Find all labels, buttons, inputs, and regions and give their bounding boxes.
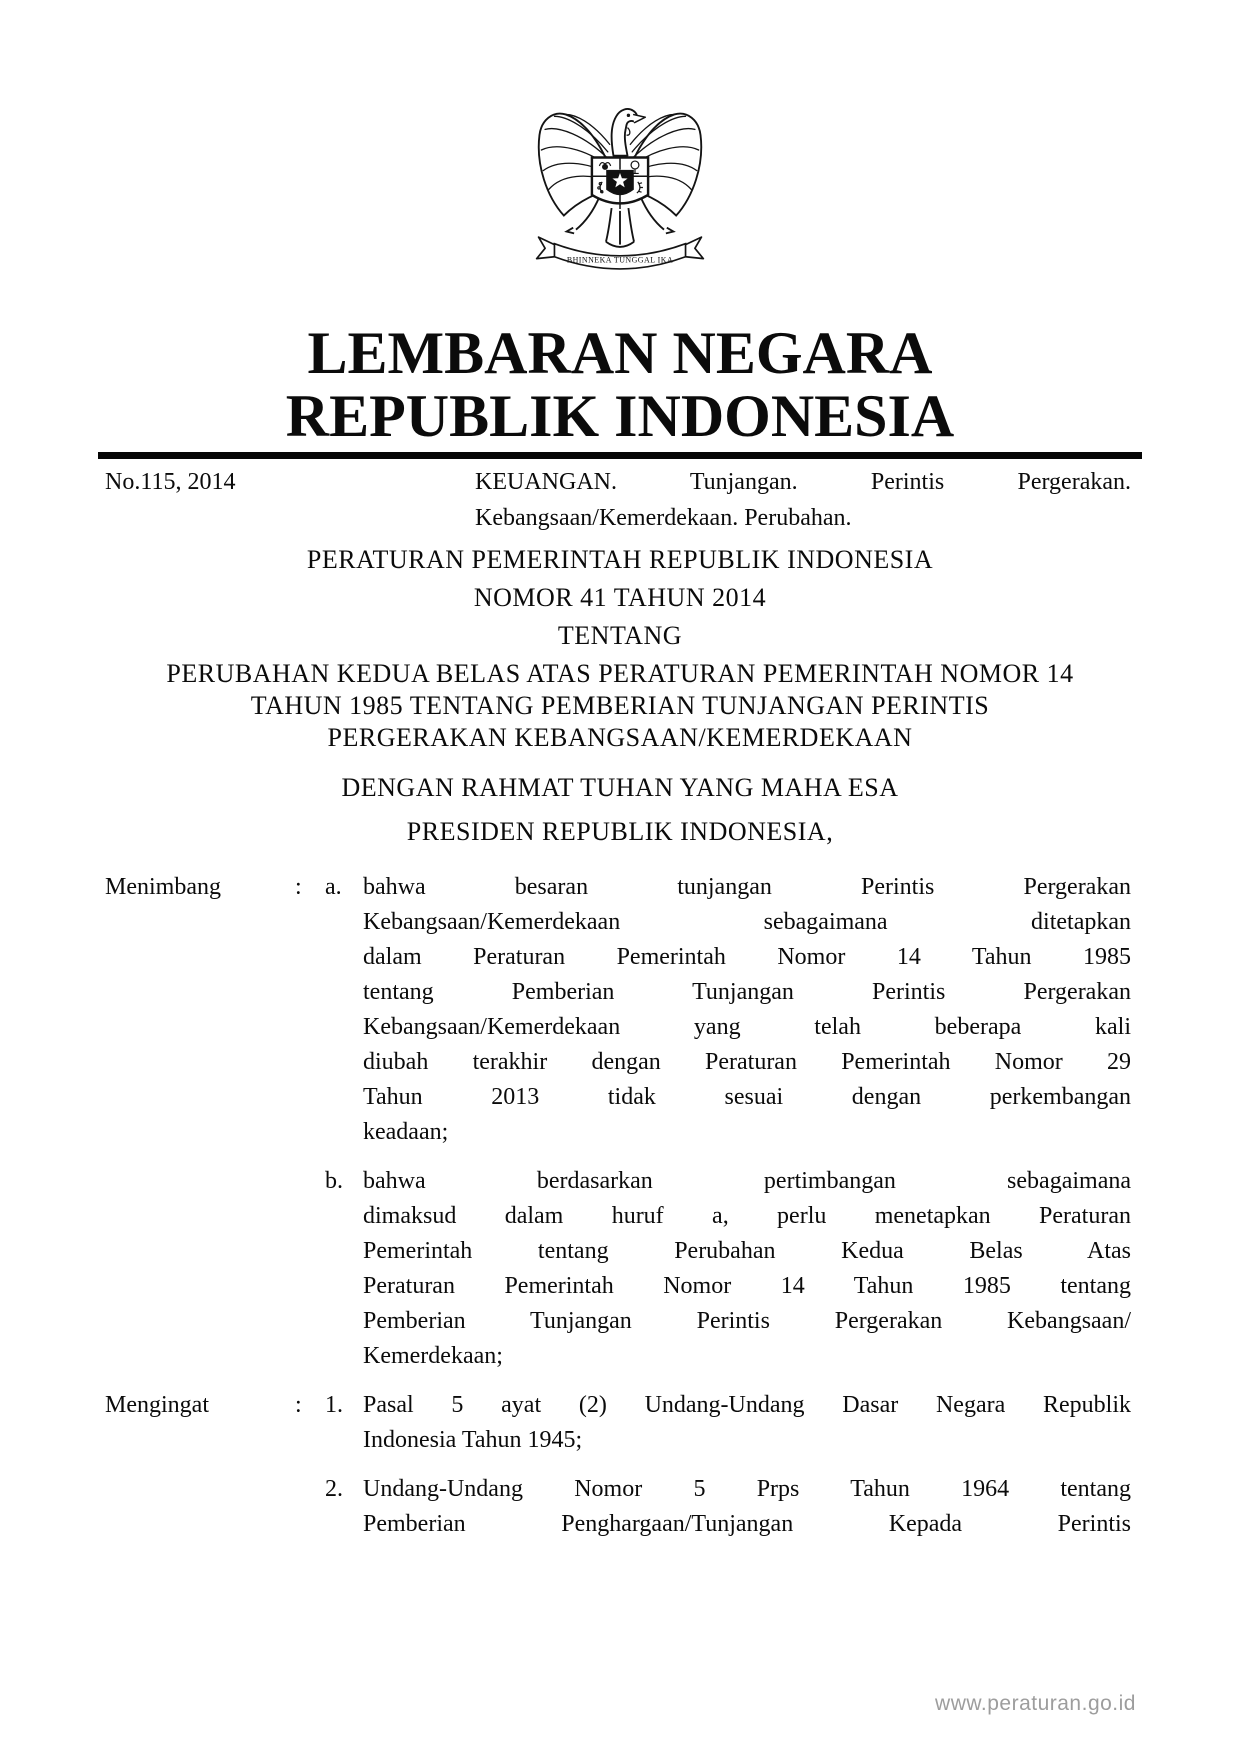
grace-line: DENGAN RAHMAT TUHAN YANG MAHA ESA [341, 773, 899, 802]
item-text: Pasal 5 ayat (2) Undang-Undang Dasar Negara Republik Indonesia Tahun 1945; [363, 1392, 1131, 1453]
item-marker: 2. [325, 1476, 343, 1502]
recalling-separator: : [295, 1392, 302, 1418]
considering-item-b [105, 1164, 1131, 1374]
recalling-item-1 [105, 1388, 1131, 1458]
item-marker: 1. [325, 1392, 343, 1418]
pancasila-shield [592, 158, 648, 210]
item-text: bahwa berdasarkan pertimbangan sebagaimana dimaksud dalam huruf a, perlu menetapkan Peraturan Pemerintah tentang Perubahan Kedua Belas Atas Peraturan Pemerintah Nomor 14 Tahun 1985 tentang Pemberian Tunjangan Perintis Pergerakan Kebangsaan/ Kemerdekaan; [363, 1168, 1131, 1369]
recalling-item-2 [105, 1472, 1131, 1542]
regulation-type: PERATURAN PEMERINTAH REPUBLIK INDONESIA [306, 545, 934, 574]
item-text: bahwa besaran tunjangan Perintis Pergerakan Kebangsaan/Kemerdekaan sebagaimana ditetapkan dalam Peraturan Pemerintah Nomor 14 Tahun 1985 tentang Pemberian Tunjangan Perintis Pergerakan Kebangsaan/Kemerdekaan yang telah beberapa kali diubah terakhir dengan Peraturan Pemerintah Nomor 29 Tahun 2013 tidak sesuai dengan perkembangan keadaan; [363, 874, 1131, 1145]
publication-number: No.115, 2014 [105, 469, 236, 495]
item-marker: a. [325, 874, 342, 900]
considering-item-a [105, 870, 1131, 1150]
recalling-label: Mengingat [105, 1392, 209, 1418]
garuda-pancasila-emblem [517, 86, 723, 288]
motto-text: BHINNEKA TUNGGAL IKA [566, 255, 674, 265]
gazette-title: LEMBARAN NEGARA REPUBLIK INDONESIA [285, 320, 955, 449]
regulation-number: NOMOR 41 TAHUN 2014 [473, 583, 767, 612]
about-label: TENTANG [557, 621, 683, 650]
considering-separator: : [295, 874, 302, 900]
item-marker: b. [325, 1168, 343, 1194]
issuer-line: PRESIDEN REPUBLIK INDONESIA, [406, 817, 834, 846]
item-text: Undang-Undang Nomor 5 Prps Tahun 1964 tentang Pemberian Penghargaan/Tunjangan Kepada Perintis [363, 1476, 1131, 1537]
masthead-info-row [105, 464, 1131, 536]
masthead-divider [98, 452, 1142, 459]
source-website: www.peraturan.go.id [935, 1692, 1136, 1715]
regulation-title: PERUBAHAN KEDUA BELAS ATAS PERATURAN PEMERINTAH NOMOR 14 TAHUN 1985 TENTANG PEMBERIAN TUNJANGAN PERINTIS PERGERAKAN KEBANGSAAN/KEMERDEKAAN [166, 659, 1074, 752]
subject-classification: KEUANGAN. Tunjangan. Perintis Pergerakan. Kebangsaan/Kemerdekaan. Perubahan. [475, 469, 1131, 531]
regulation-heading [0, 544, 1240, 848]
considering-label: Menimbang [105, 874, 221, 900]
preamble [105, 870, 1131, 1556]
